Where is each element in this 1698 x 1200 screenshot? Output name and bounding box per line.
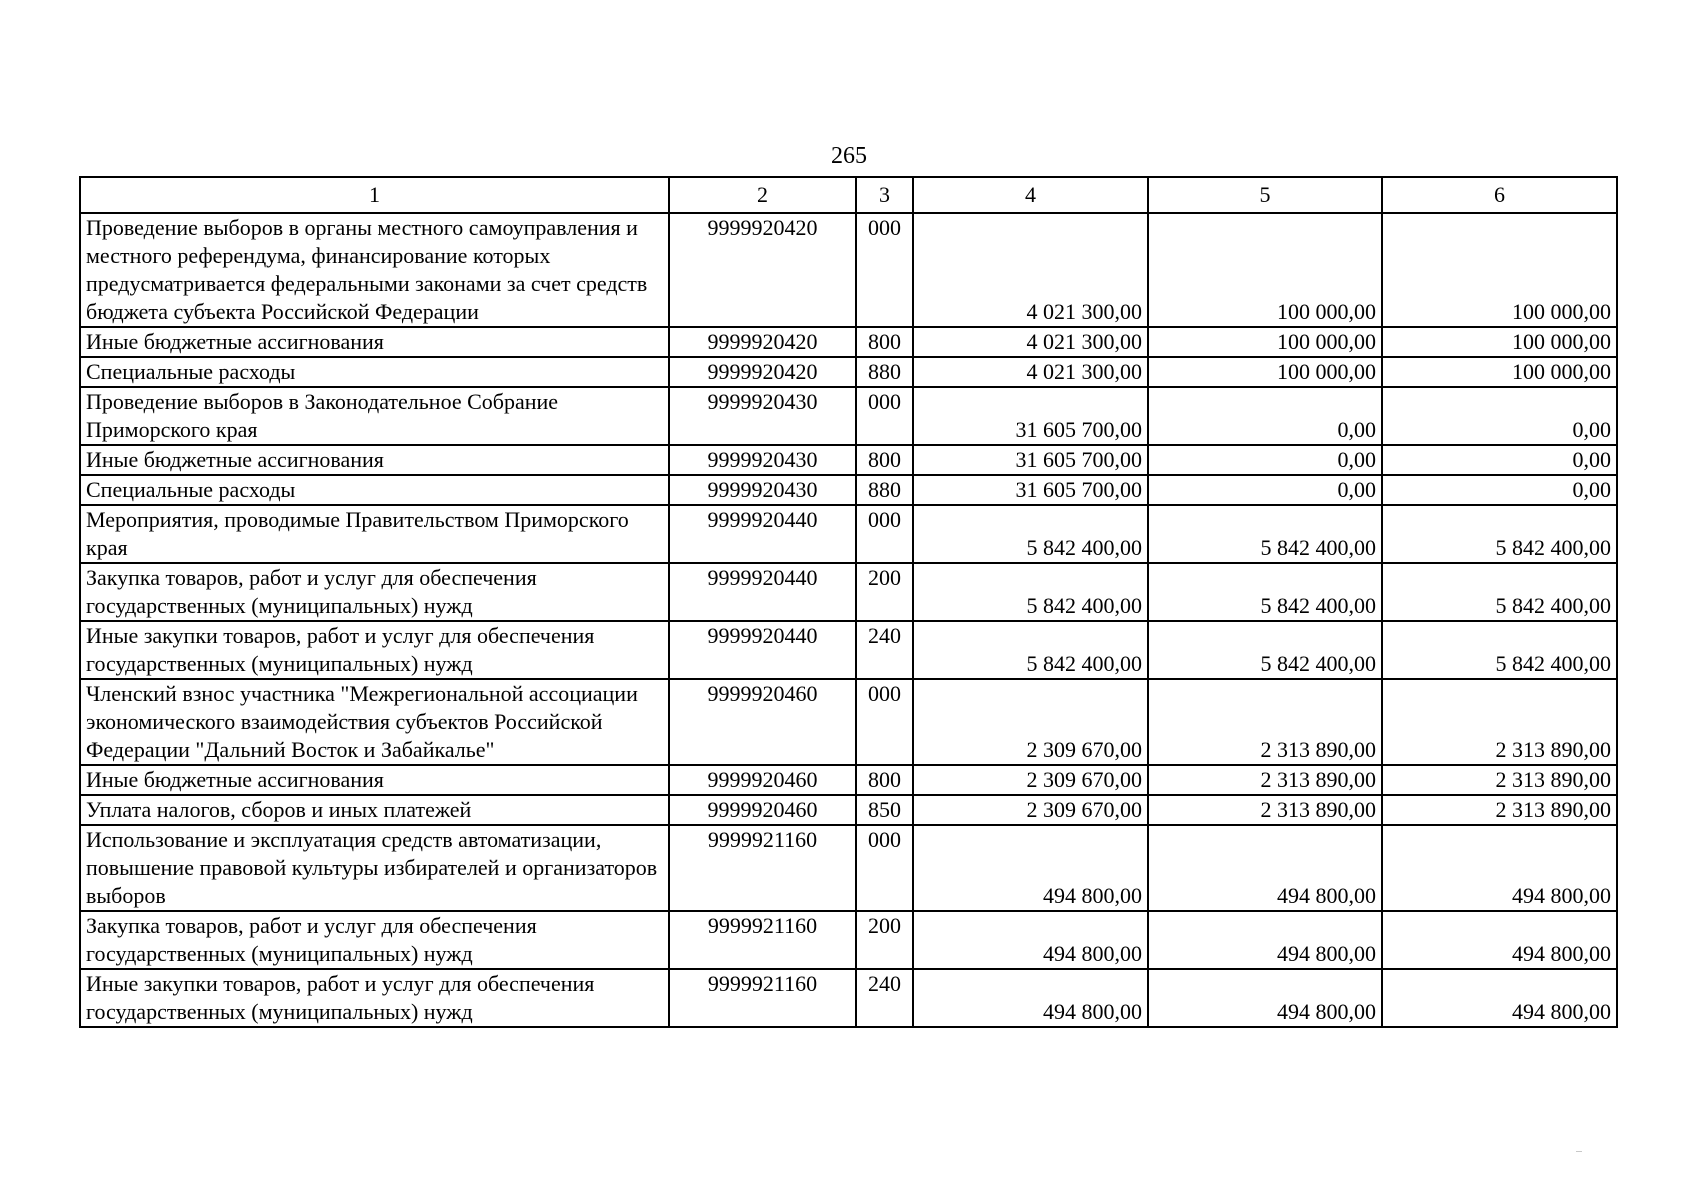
table-row [80, 969, 1617, 1027]
table-row [80, 795, 1617, 825]
row-amount-col6: 2 313 890,00 [1382, 765, 1617, 795]
table-row [80, 765, 1617, 795]
row-amount-col5: 2 313 890,00 [1148, 795, 1382, 825]
row-target-code: 9999920460 [669, 795, 856, 825]
budget-table [79, 176, 1618, 1028]
row-amount-col5: 2 313 890,00 [1148, 679, 1382, 765]
row-name: Уплата налогов, сборов и иных платежей [80, 795, 669, 825]
row-amount-col4: 494 800,00 [913, 969, 1148, 1027]
row-amount-col6: 0,00 [1382, 445, 1617, 475]
row-amount-col4: 4 021 300,00 [913, 327, 1148, 357]
row-amount-col4: 5 842 400,00 [913, 563, 1148, 621]
row-amount-col4: 4 021 300,00 [913, 213, 1148, 327]
row-amount-col5: 494 800,00 [1148, 969, 1382, 1027]
row-target-code: 9999920420 [669, 357, 856, 387]
row-name: Членский взнос участника "Межрегиональной ассоциации экономического взаимодействия субъектов Российской Федерации "Дальний Восток и Забайкалье" [80, 679, 669, 765]
table-row [80, 213, 1617, 327]
row-expense-type: 000 [856, 679, 913, 765]
table-row [80, 679, 1617, 765]
row-amount-col4: 2 309 670,00 [913, 765, 1148, 795]
row-amount-col5: 5 842 400,00 [1148, 505, 1382, 563]
column-header: 6 [1382, 177, 1617, 213]
table-header-row [80, 177, 1617, 213]
row-target-code: 9999920430 [669, 475, 856, 505]
row-target-code: 9999920440 [669, 563, 856, 621]
row-expense-type: 240 [856, 969, 913, 1027]
column-header: 2 [669, 177, 856, 213]
row-target-code: 9999920440 [669, 621, 856, 679]
row-amount-col6: 100 000,00 [1382, 213, 1617, 327]
row-name: Проведение выборов в Законодательное Собрание Приморского края [80, 387, 669, 445]
row-name: Закупка товаров, работ и услуг для обеспечения государственных (муниципальных) нужд [80, 911, 669, 969]
row-target-code: 9999921160 [669, 969, 856, 1027]
row-target-code: 9999920420 [669, 327, 856, 357]
row-amount-col6: 5 842 400,00 [1382, 563, 1617, 621]
row-name: Использование и эксплуатация средств автоматизации, повышение правовой культуры избирателей и организаторов выборов [80, 825, 669, 911]
row-amount-col6: 494 800,00 [1382, 911, 1617, 969]
row-amount-col5: 494 800,00 [1148, 911, 1382, 969]
row-target-code: 9999920460 [669, 765, 856, 795]
row-amount-col6: 2 313 890,00 [1382, 679, 1617, 765]
table-row [80, 475, 1617, 505]
page-number: 265 [831, 143, 867, 169]
table-row [80, 911, 1617, 969]
row-amount-col5: 100 000,00 [1148, 357, 1382, 387]
row-target-code: 9999921160 [669, 911, 856, 969]
row-expense-type: 000 [856, 387, 913, 445]
row-amount-col5: 0,00 [1148, 445, 1382, 475]
table-row [80, 327, 1617, 357]
row-expense-type: 800 [856, 765, 913, 795]
row-expense-type: 800 [856, 445, 913, 475]
row-name: Иные закупки товаров, работ и услуг для обеспечения государственных (муниципальных) нужд [80, 969, 669, 1027]
row-amount-col5: 494 800,00 [1148, 825, 1382, 911]
table-row [80, 825, 1617, 911]
row-amount-col6: 100 000,00 [1382, 327, 1617, 357]
table-row [80, 357, 1617, 387]
row-expense-type: 880 [856, 357, 913, 387]
row-amount-col6: 2 313 890,00 [1382, 795, 1617, 825]
row-name: Иные бюджетные ассигнования [80, 765, 669, 795]
table-row [80, 505, 1617, 563]
row-amount-col6: 494 800,00 [1382, 969, 1617, 1027]
column-header: 4 [913, 177, 1148, 213]
row-amount-col6: 5 842 400,00 [1382, 505, 1617, 563]
row-amount-col4: 494 800,00 [913, 825, 1148, 911]
row-amount-col4: 2 309 670,00 [913, 679, 1148, 765]
table-row [80, 387, 1617, 445]
row-amount-col6: 0,00 [1382, 475, 1617, 505]
row-target-code: 9999920430 [669, 445, 856, 475]
row-target-code: 9999920430 [669, 387, 856, 445]
row-amount-col4: 5 842 400,00 [913, 621, 1148, 679]
row-amount-col4: 31 605 700,00 [913, 475, 1148, 505]
column-header: 1 [80, 177, 669, 213]
row-expense-type: 800 [856, 327, 913, 357]
row-amount-col5: 100 000,00 [1148, 327, 1382, 357]
row-name: Проведение выборов в органы местного самоуправления и местного референдума, финансирование которых предусматривается федеральными законами за счет средств бюджета субъекта Российской Федерации [80, 213, 669, 327]
row-expense-type: 200 [856, 911, 913, 969]
row-name: Закупка товаров, работ и услуг для обеспечения государственных (муниципальных) нужд [80, 563, 669, 621]
table-row [80, 445, 1617, 475]
row-expense-type: 880 [856, 475, 913, 505]
row-amount-col6: 100 000,00 [1382, 357, 1617, 387]
table-row [80, 621, 1617, 679]
column-header: 3 [856, 177, 913, 213]
row-amount-col4: 5 842 400,00 [913, 505, 1148, 563]
column-header: 5 [1148, 177, 1382, 213]
row-name: Специальные расходы [80, 357, 669, 387]
row-amount-col4: 494 800,00 [913, 911, 1148, 969]
row-amount-col5: 5 842 400,00 [1148, 563, 1382, 621]
row-amount-col6: 5 842 400,00 [1382, 621, 1617, 679]
row-amount-col5: 2 313 890,00 [1148, 765, 1382, 795]
row-expense-type: 240 [856, 621, 913, 679]
row-amount-col5: 100 000,00 [1148, 213, 1382, 327]
row-amount-col4: 31 605 700,00 [913, 387, 1148, 445]
row-name: Иные закупки товаров, работ и услуг для обеспечения государственных (муниципальных) нужд [80, 621, 669, 679]
row-amount-col4: 4 021 300,00 [913, 357, 1148, 387]
row-expense-type: 850 [856, 795, 913, 825]
row-amount-col4: 2 309 670,00 [913, 795, 1148, 825]
row-name: Мероприятия, проводимые Правительством Приморского края [80, 505, 669, 563]
row-name: Специальные расходы [80, 475, 669, 505]
row-amount-col4: 31 605 700,00 [913, 445, 1148, 475]
row-amount-col6: 0,00 [1382, 387, 1617, 445]
row-amount-col5: 0,00 [1148, 387, 1382, 445]
row-target-code: 9999920420 [669, 213, 856, 327]
row-name: Иные бюджетные ассигнования [80, 445, 669, 475]
row-target-code: 9999920460 [669, 679, 856, 765]
row-expense-type: 200 [856, 563, 913, 621]
row-expense-type: 000 [856, 213, 913, 327]
table-row [80, 563, 1617, 621]
row-expense-type: 000 [856, 825, 913, 911]
row-expense-type: 000 [856, 505, 913, 563]
row-name: Иные бюджетные ассигнования [80, 327, 669, 357]
row-target-code: 9999921160 [669, 825, 856, 911]
row-amount-col5: 5 842 400,00 [1148, 621, 1382, 679]
row-target-code: 9999920440 [669, 505, 856, 563]
row-amount-col5: 0,00 [1148, 475, 1382, 505]
row-amount-col6: 494 800,00 [1382, 825, 1617, 911]
scan-speck [1576, 1151, 1582, 1152]
